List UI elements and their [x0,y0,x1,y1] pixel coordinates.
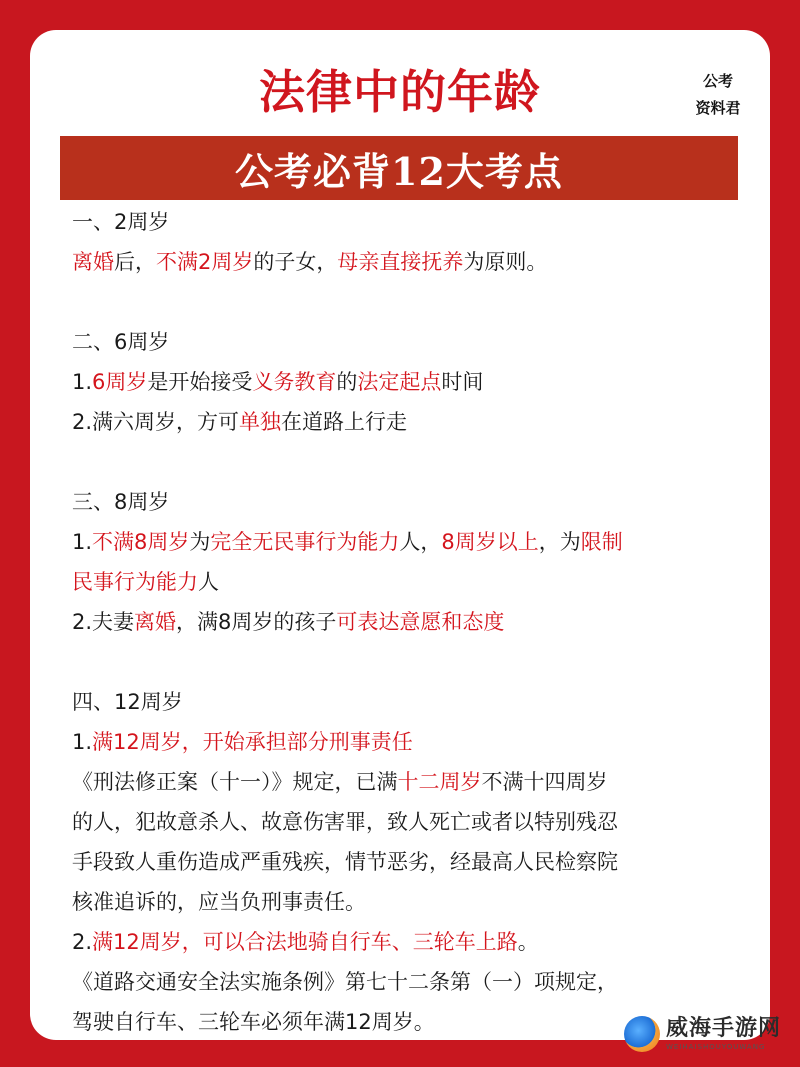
text-line [72,722,752,762]
text-line [72,602,752,642]
body-text: 后， [114,250,156,274]
body-text: 2.夫妻 [72,610,135,634]
text-line [72,402,752,442]
text-line [72,762,752,802]
body-text: 人 [198,570,219,594]
body-text: 的子女， [253,250,338,274]
watermark-sub-text: WEIHAISHOUYOUWANG [666,1043,766,1051]
section-heading: 三、8周岁 [72,490,170,514]
highlight-text: 满12周岁，开始承担部分刑事责任 [92,730,413,754]
body-text: 《道路交通安全法实施条例》第七十二条第（一）项规定， [72,970,618,994]
highlight-text: 8周岁以上 [441,530,539,554]
section-spacer [72,282,752,322]
body-text: 1. [72,730,93,754]
text-line [72,962,752,1002]
highlight-text: 完全无民事行为能力 [210,530,400,554]
text-line [72,882,752,922]
text-line [72,242,752,282]
body-text: 核准追诉的，应当负刑事责任。 [72,890,366,914]
watermark [624,1011,784,1057]
body-text: 是开始接受 [147,370,253,394]
document-card [30,30,770,1040]
body-text: 驾驶自行车、三轮车必须年满12周岁。 [72,1010,435,1034]
text-line [72,922,752,962]
body-text: ，满8周岁的孩子 [176,610,337,634]
section-heading: 一、2周岁 [72,210,170,234]
highlight-text: 义务教育 [252,370,337,394]
highlight-text: 母亲直接抚养 [337,250,464,274]
section-heading: 四、12周岁 [72,690,183,714]
body-text: 为原则。 [463,250,548,274]
body-text: ，为 [538,530,581,554]
brand-mark [686,68,750,122]
text-line [72,562,752,602]
body-text: 在道路上行走 [281,410,408,434]
text-line [72,522,752,562]
article-body [72,202,752,1040]
body-text: 。 [517,930,539,954]
body-text: 为 [189,530,211,554]
brand-line-2: 资料君 [695,99,741,117]
body-text: 《刑法修正案（十一）》规定，已满 [72,770,398,794]
subtitle-banner [60,136,738,200]
highlight-text: 不满2周岁 [156,250,254,274]
section-heading: 二、6周岁 [72,330,170,354]
text-line [72,842,752,882]
body-text: 1. [72,370,93,394]
highlight-text: 民事行为能力 [72,570,198,594]
section-spacer [72,642,752,682]
body-text: 手段致人重伤造成严重残疾，情节恶劣，经最高人民检察院 [72,850,618,874]
highlight-text: 满12周岁，可以合法地骑自行车、三轮车上路 [92,930,518,954]
body-text: 时间 [441,370,484,394]
body-text: 不满十四周岁 [481,770,608,794]
highlight-text: 离婚 [134,610,177,634]
highlight-text: 不满8周岁 [92,530,190,554]
brand-line-1: 公考 [702,72,733,90]
watermark-logo-icon [624,1016,660,1052]
highlight-text: 限制 [580,530,623,554]
body-text: 人， [399,530,442,554]
body-text: 的人，犯故意杀人、故意伤害罪，致人死亡或者以特别残忍 [72,810,618,834]
highlight-text: 可表达意愿和态度 [336,610,505,634]
body-text: 的 [336,370,358,394]
text-line [72,362,752,402]
body-text: 2.满六周岁，方可 [72,410,240,434]
section-spacer [72,442,752,482]
highlight-text: 6周岁 [92,370,148,394]
watermark-main-text: 威海手游网 [666,1016,782,1041]
body-text: 1. [72,530,93,554]
highlight-text: 单独 [239,410,282,434]
highlight-text: 十二周岁 [397,770,482,794]
subtitle-banner-text: 公考必背12大考点 [235,148,563,194]
text-line [72,802,752,842]
highlight-text: 离婚 [72,250,114,274]
watermark-text [666,1016,781,1052]
highlight-text: 法定起点 [357,370,442,394]
page-title: 法律中的年龄 [259,65,541,119]
body-text: 2. [72,930,93,954]
